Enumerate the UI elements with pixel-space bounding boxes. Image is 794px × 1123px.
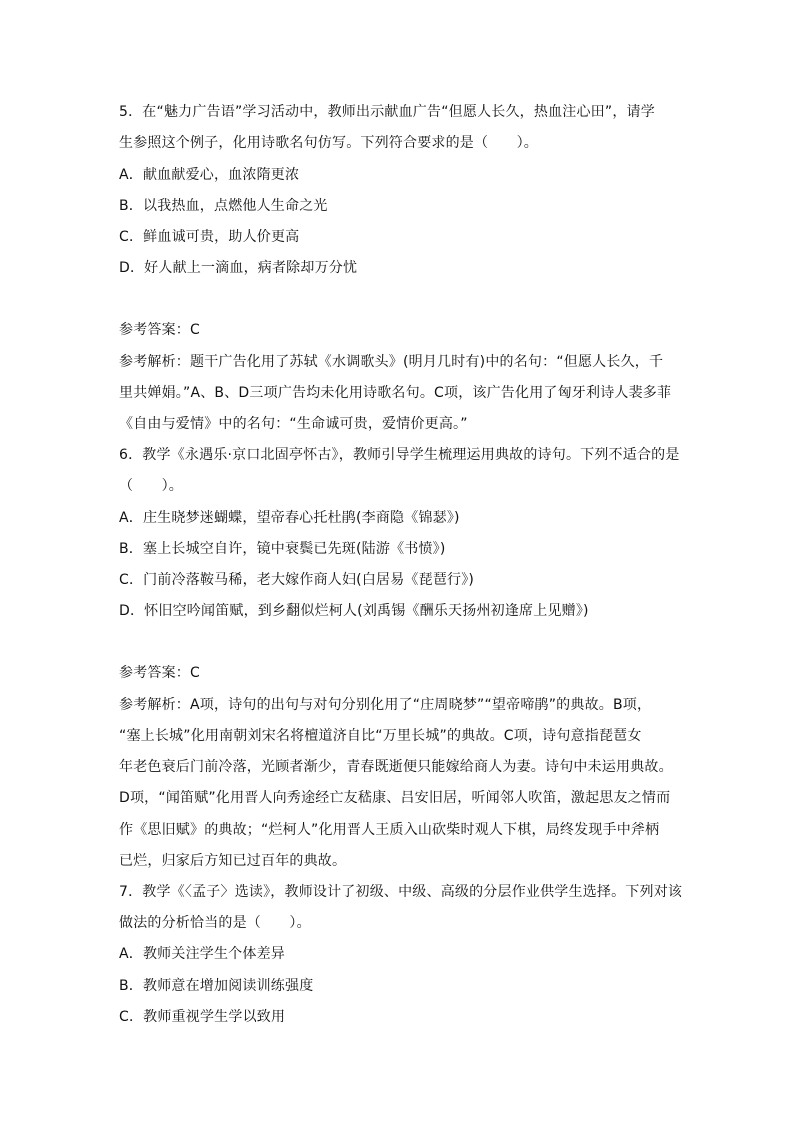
question-6-stem-line-1: 6．教学《永遇乐·京口北固亭怀古》，教师引导学生梳理运用典故的诗句。下列不适合的是 xyxy=(119,447,680,463)
question-5-option-a: A．献血献爱心，血浓隋更浓 xyxy=(119,167,300,183)
question-7-option-c: C．教师重视学生学以致用 xyxy=(119,1009,286,1025)
question-5-option-c: C．鲜血诚可贵，助人价更高 xyxy=(119,229,300,245)
question-7-option-b: B．教师意在增加阅读训练强度 xyxy=(119,978,314,994)
question-7-stem-line-2: 做法的分析恰当的是（ ）。 xyxy=(119,915,311,931)
question-5-stem-line-2: 生参照这个例子，化用诗歌名句仿写。下列符合要求的是（ ）。 xyxy=(119,135,538,151)
question-6-option-d: D．怀旧空吟闻笛赋，到乡翻似烂柯人(刘禹锡《酬乐天扬州初逢席上见赠》) xyxy=(119,603,589,619)
question-6-analysis-line-2: “塞上长城”化用南朝刘宋名将檀道济自比“万里长城”的典故。C项，诗句意指琵琶女 xyxy=(119,728,642,744)
question-5-analysis-line-2: 里共婵娟。”A、B、D三项广告均未化用诗歌名句。C项，该广告化用了匈牙利诗人裴多菲 xyxy=(119,385,672,401)
question-6-option-c: C．门前冷落鞍马稀，老大嫁作商人妇(白居易《琵琶行》) xyxy=(119,572,475,588)
question-6-option-b: B．塞上长城空自许，镜中衰鬓已先斑(陆游《书愤》) xyxy=(119,541,446,557)
question-6-option-a: A．庄生晓梦迷蝴蝶，望帝春心托杜鹃(李商隐《锦瑟》) xyxy=(119,510,460,526)
question-7-option-a: A．教师关注学生个体差异 xyxy=(119,946,285,962)
question-5-answer: 参考答案：C xyxy=(119,322,200,338)
question-5-analysis-line-1: 参考解析：题干广告化用了苏轼《水调歌头》(明月几时有)中的名句：“但愿人长久，千 xyxy=(119,354,664,370)
question-5-analysis-line-3: 《自由与爱情》中的名句：“生命诚可贵，爱情价更高。” xyxy=(119,416,468,432)
question-6-analysis-line-4: D项，“闻笛赋”化用晋人向秀途经亡友嵇康、吕安旧居，听闻邻人吹笛，激起思友之情而 xyxy=(119,790,671,806)
question-6-analysis-line-3: 年老色衰后门前冷落，光顾者渐少，青春既逝便只能嫁给商人为妻。诗句中未运用典故。 xyxy=(119,759,673,775)
question-6-analysis-line-5: 作《思旧赋》的典故；“烂柯人”化用晋人王质入山砍柴时观人下棋，局终发现手中斧柄 xyxy=(119,822,660,838)
question-6-stem-line-2: （ ）。 xyxy=(119,478,183,494)
question-6-analysis-line-6: 已烂，归家后方知已过百年的典故。 xyxy=(119,853,347,869)
question-6-analysis-line-1: 参考解析：A项，诗句的出句与对句分别化用了“庄周晓梦”“望帝啼鹃”的典故。B项， xyxy=(119,697,652,713)
question-6-answer: 参考答案：C xyxy=(119,665,200,681)
question-5-option-d: D．好人献上一滴血，病者除却万分忧 xyxy=(119,260,358,276)
question-5-stem-line-1: 5．在“魅力广告语”学习活动中，教师出示献血广告“但愿人长久，热血注心田”，请学 xyxy=(119,104,655,120)
question-7-stem-line-1: 7．教学《〈孟子〉选读》，教师设计了初级、中级、高级的分层作业供学生选择。下列对该 xyxy=(119,884,683,900)
question-5-option-b: B．以我热血，点燃他人生命之光 xyxy=(119,198,328,214)
